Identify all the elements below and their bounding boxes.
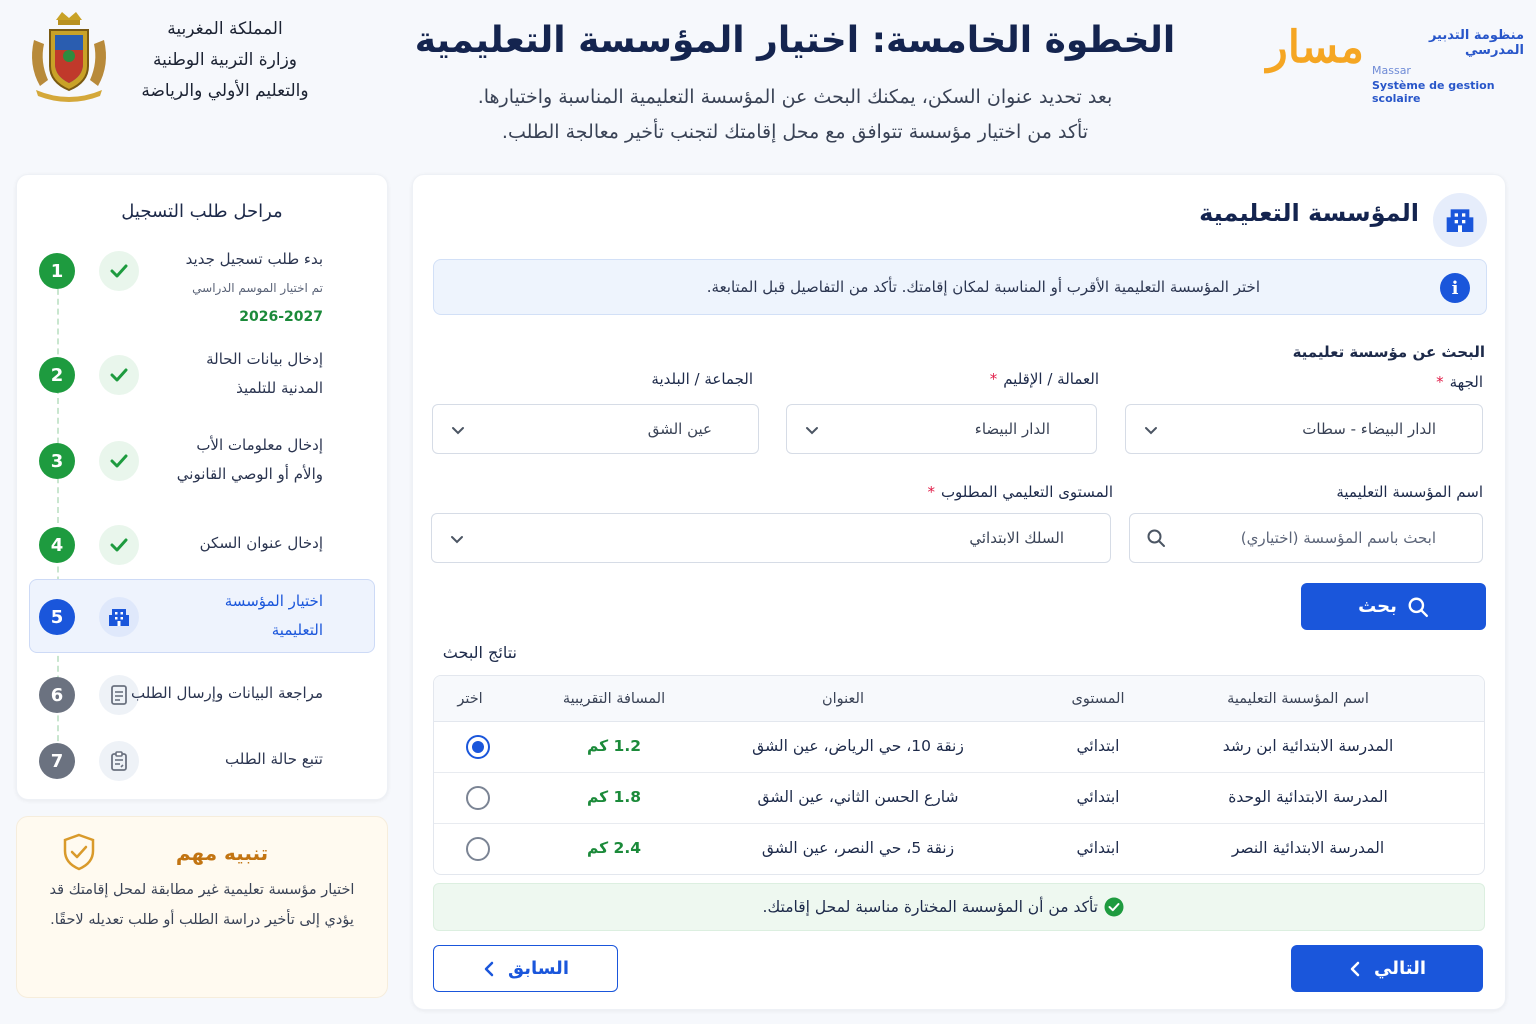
step-label: تتبع حالة الطلب — [225, 750, 323, 768]
step-number: 5 — [39, 599, 75, 635]
info-banner — [433, 259, 1487, 315]
chevron-left-icon — [482, 961, 496, 977]
warning-text: اختيار مؤسسة تعليمية غير مطابقة لمحل إقامتك قد يؤدي إلى تأخير دراسة الطلب أو طلب تعديله لاحقًا. — [49, 882, 355, 928]
check-circle-icon — [1104, 897, 1124, 917]
school-year: 2026-2027 — [239, 309, 323, 325]
commune-select[interactable] — [432, 404, 759, 454]
step-number: 6 — [39, 677, 75, 713]
column-header-distance: المسافة التقريبية — [562, 691, 666, 707]
institution-card — [412, 174, 1506, 1010]
school-name: المدرسة الابتدائية ابن رشد — [1222, 737, 1394, 755]
search-section-title: البحث عن مؤسسة تعليمية — [1292, 343, 1485, 361]
massar-wordmark: مسار — [1266, 22, 1364, 73]
select-radio-selected[interactable] — [466, 735, 490, 759]
step-label: مراجعة البيانات وإرسال الطلب — [131, 684, 323, 702]
school-name: المدرسة الابتدائية الوحدة — [1228, 788, 1388, 806]
page-subtitle — [380, 80, 1210, 150]
school-name-placeholder: ابحث باسم المؤسسة (اختياري) — [1240, 529, 1436, 547]
massar-brand-text — [1372, 28, 1524, 105]
required-mark: * — [989, 370, 998, 388]
level-label-text: المستوى التعليمي المطلوب — [940, 483, 1113, 501]
region-value: الدار البيضاء - سطات — [1302, 420, 1436, 438]
step-number: 4 — [39, 527, 75, 563]
info-text: اختر المؤسسة التعليمية الأقرب أو المناسبة لمكان إقامتك. تأكد من التفاصيل قبل المتابعة. — [706, 278, 1260, 296]
column-header-select: اختر — [457, 691, 483, 707]
step-label: إدخال عنوان السكن — [199, 534, 323, 552]
results-title: نتائج البحث — [442, 643, 517, 662]
step-label: اختيار المؤسسة — [224, 592, 323, 610]
chevron-down-icon — [448, 530, 466, 548]
ministry-line: والتعليم الأولي والرياضة — [141, 81, 309, 101]
school-distance: 1.2 كم — [586, 737, 642, 755]
step-label: إدخال بيانات الحالة — [206, 350, 323, 368]
registration-steps-panel — [16, 174, 388, 800]
column-header-level: المستوى — [1071, 691, 1125, 707]
confirmation-text: تأكد من أن المؤسسة المختارة مناسبة لمحل إقامتك. — [762, 898, 1098, 916]
card-title: المؤسسة التعليمية — [1199, 199, 1419, 227]
confirmation-banner — [433, 883, 1485, 931]
warning-title: تنبيه مهم — [175, 841, 269, 865]
table-row[interactable] — [434, 773, 1484, 824]
school-address: زنقة 10، حي الرياض، عين الشق — [752, 737, 964, 755]
subtitle-line: تأكد من اختيار مؤسسة تتوافق مع محل إقامتك لتجنب تأخير معالجة الطلب. — [501, 121, 1089, 143]
commune-value: عين الشق — [647, 420, 712, 438]
required-mark: * — [1436, 373, 1444, 391]
brand-line-2: Massar — [1372, 64, 1411, 77]
step-label: التعليمية — [271, 621, 323, 639]
school-level: ابتدائي — [1076, 839, 1120, 857]
building-icon — [1433, 193, 1487, 247]
school-name-search-input[interactable] — [1129, 513, 1483, 563]
kingdom-emblem-icon — [26, 10, 112, 102]
search-button[interactable] — [1301, 583, 1486, 630]
province-value: الدار البيضاء — [974, 420, 1050, 438]
search-icon — [1146, 528, 1166, 548]
level-value: السلك الابتدائي — [969, 529, 1064, 547]
school-name-label: اسم المؤسسة التعليمية — [1336, 483, 1483, 501]
step-note: تم اختيار الموسم الدراسي — [192, 281, 323, 295]
step-number: 1 — [39, 253, 75, 289]
region-label-text: الجهة — [1449, 373, 1483, 391]
region-select[interactable] — [1125, 404, 1483, 454]
search-icon — [1407, 596, 1429, 618]
school-level: ابتدائي — [1076, 737, 1120, 755]
commune-label: الجماعة / البلدية — [651, 370, 753, 388]
step-label: والأم أو الوصي القانوني — [176, 465, 323, 483]
column-header-name: اسم المؤسسة التعليمية — [1227, 691, 1369, 707]
massar-logo — [1268, 18, 1368, 88]
page-title: الخطوة الخامسة: اختيار المؤسسة التعليمية — [414, 20, 1176, 61]
chevron-down-icon — [1142, 421, 1160, 439]
select-radio[interactable] — [466, 837, 490, 861]
school-address: شارع الحسن الثاني، عين الشق — [757, 788, 959, 806]
results-table — [433, 675, 1485, 875]
steps-title: مراحل طلب التسجيل — [121, 201, 283, 222]
column-header-address: العنوان — [822, 691, 864, 707]
school-level: ابتدائي — [1076, 788, 1120, 806]
search-button-label: بحث — [1358, 596, 1397, 617]
school-distance: 1.8 كم — [586, 788, 642, 806]
info-icon: i — [1440, 273, 1470, 303]
brand-line-1: منظومة التدبير المدرسي — [1428, 28, 1524, 58]
province-label — [990, 370, 1099, 388]
subtitle-line: بعد تحديد عنوان السكن، يمكنك البحث عن المؤسسة التعليمية المناسبة واختيارها. — [477, 86, 1113, 108]
table-header — [434, 676, 1484, 722]
ministry-line: وزارة التربية الوطنية — [152, 50, 298, 70]
table-row[interactable] — [434, 824, 1484, 875]
next-button-label: التالي — [1374, 958, 1427, 979]
province-label-text: العمالة / الإقليم — [1003, 370, 1099, 388]
brand-line-3: Système de gestion scolaire — [1372, 79, 1495, 105]
previous-button-label: السابق — [508, 958, 569, 979]
level-label — [927, 483, 1113, 501]
chevron-down-icon — [449, 421, 467, 439]
next-button[interactable] — [1291, 945, 1483, 992]
required-mark: * — [927, 483, 935, 501]
ministry-line: المملكة المغربية — [167, 19, 283, 39]
step-number: 7 — [39, 743, 75, 779]
step-label: المدنية للتلميذ — [236, 379, 323, 397]
school-address: زنقة 5، حي النصر، عين الشق — [761, 839, 955, 857]
previous-button[interactable] — [433, 945, 618, 992]
important-warning — [16, 816, 388, 998]
step-label: إدخال معلومات الأب — [196, 436, 323, 454]
select-radio[interactable] — [466, 786, 490, 810]
level-select[interactable] — [431, 513, 1111, 563]
region-label — [1436, 373, 1483, 391]
school-distance: 2.4 كم — [586, 839, 642, 857]
province-select[interactable] — [786, 404, 1097, 454]
step-number: 2 — [39, 357, 75, 393]
step-number: 3 — [39, 443, 75, 479]
step-label: بدء طلب تسجيل جديد — [185, 250, 323, 268]
school-name: المدرسة الابتدائية النصر — [1231, 839, 1385, 857]
chevron-left-icon — [1348, 961, 1362, 977]
chevron-down-icon — [803, 421, 821, 439]
ministry-name — [130, 14, 320, 107]
table-row[interactable] — [434, 722, 1484, 773]
